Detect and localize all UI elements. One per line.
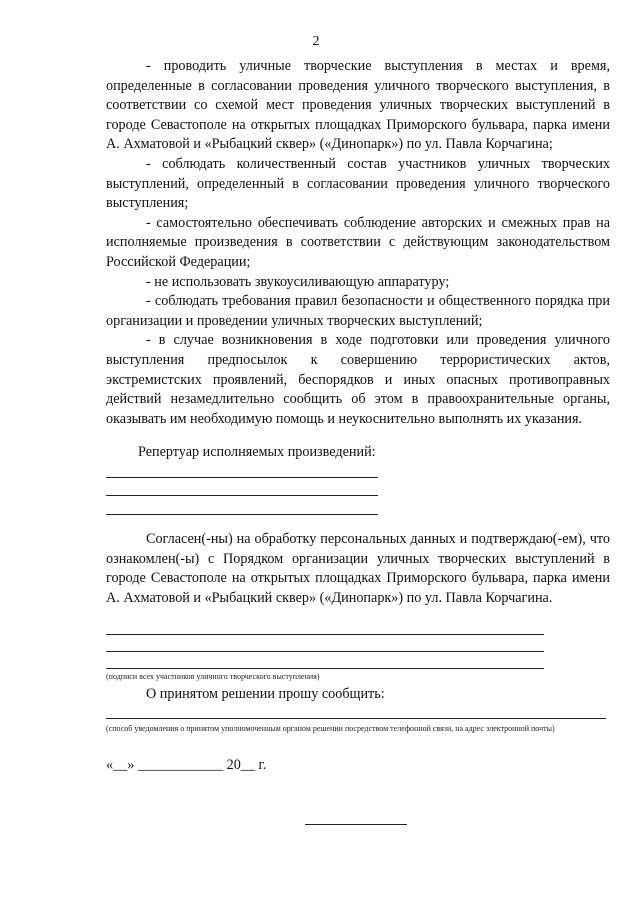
repertoire-line (106, 495, 378, 496)
signature-line (305, 824, 407, 825)
date-line: «__» ____________ 20__ г. (106, 757, 267, 773)
repertoire-line (106, 514, 378, 515)
page-number: 2 (312, 34, 320, 49)
obligation-item: - в случае возникновения в ходе подготовки или проведения уличного выступления предпосылок к совершению террористических актов, экстремистских проявлений, беспорядков и иных опасных противоправных действий незамедлительно сообщить об этом в правоохранительные органы, оказывать им необходимую помощь и неукоснительно выполнять их указания. (106, 332, 610, 427)
repertoire-label: Репертуар исполняемых произведений: (138, 444, 376, 460)
notification-caption: (способ уведомления о принятом уполномоченным органом решении посредством телефонной связи, на адрес электронной почты) (106, 724, 555, 733)
signature-line (106, 651, 544, 652)
signature-line (106, 668, 544, 669)
obligation-item: - соблюдать количественный состав участников уличных творческих выступлений, определенный в согласовании проведения уличного творческого выступления; (106, 155, 610, 212)
obligation-item: - соблюдать требования правил безопасности и общественного порядка при организации и проведении уличных творческих выступлений; (106, 293, 610, 329)
consent-text: Согласен(-ны) на обработку персональных данных и подтверждаю(-ем), что ознакомлен(-ы) с Порядком организации уличных творческих выступлений в городе Севастополе на открытых площадках Приморского бульвара, парка имени А. Ахматовой и «Рыбацкий сквер» («Динопарк») по ул. Павла Корчагина. (106, 531, 610, 606)
obligation-item: - проводить уличные творческие выступления в местах и время, определенные в согласовании проведения уличного творческого выступления, в соответствии со схемой мест проведения уличных творческих выступлений в городе Севастополе на открытых площадках Приморского бульвара, парка имени А. Ахматовой и «Рыбацкий сквер» («Динопарк») по ул. Павла Корчагина; (106, 58, 610, 153)
obligation-item: - самостоятельно обеспечивать соблюдение авторских и смежных прав на исполняемые произведения в соответствии с действующим законодательством Российской Федерации; (106, 214, 610, 270)
obligations-list (106, 57, 610, 429)
decision-label: О принятом решении прошу сообщить: (146, 686, 385, 702)
repertoire-line (106, 477, 378, 478)
notification-line (106, 718, 606, 719)
signature-line (106, 634, 544, 635)
obligation-item: - не использовать звукоусиливающую аппаратуру; (146, 273, 450, 290)
signatures-caption: (подписи всех участников уличного творческого выступления) (106, 672, 320, 681)
